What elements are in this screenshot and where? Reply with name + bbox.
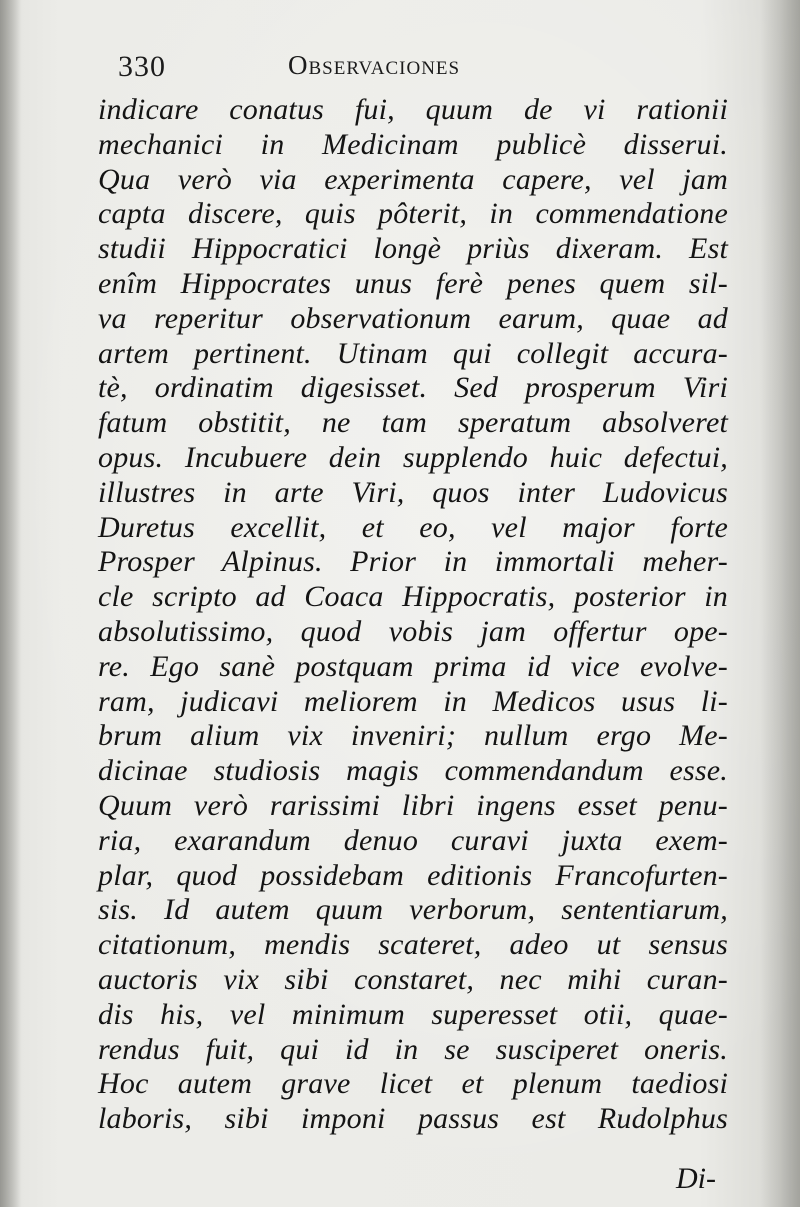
text-line: ria, exarandum denuo curavi juxta exem- [98, 823, 728, 857]
page-number: 330 [118, 50, 166, 83]
text-line: ram, judicavi meliorem in Medicos usus li- [98, 684, 728, 718]
text-line: tè, ordinatim digesisset. Sed prosperum Viri [98, 371, 728, 405]
text-line: fatum obstitit, ne tam speratum absolveret [98, 406, 728, 440]
page-shadow-left [0, 0, 22, 1207]
text-line: artem pertinent. Utinam qui collegit accura- [98, 336, 728, 370]
text-line: mechanici in Medicinam publicè disserui. [98, 127, 728, 161]
text-line: Prosper Alpinus. Prior in immortali meher- [98, 545, 728, 579]
text-line: brum alium vix inveniri; nullum ergo Me- [98, 719, 728, 753]
page-header [118, 48, 678, 88]
running-head: Observaciones [288, 50, 461, 80]
text-line: Qua verò via experimenta capere, vel jam [98, 162, 728, 196]
text-line: dis his, vel minimum superesset otii, quae- [98, 997, 728, 1031]
body-text [98, 93, 728, 1137]
text-line: opus. Incubuere dein supplendo huic defectui, [98, 440, 728, 474]
text-line: va reperitur observationum earum, quae ad [98, 301, 728, 335]
text-line: illustres in arte Viri, quos inter Ludovicus [98, 475, 728, 509]
text-line: enîm Hippocrates unus ferè penes quem sil- [98, 266, 728, 300]
text-line: cle scripto ad Coaca Hippocratis, posterior in [98, 580, 728, 614]
text-line: citationum, mendis scateret, adeo ut sensus [98, 928, 728, 962]
text-line: dicinae studiosis magis commendandum esse. [98, 754, 728, 788]
catchword: Di- [676, 1162, 716, 1195]
text-line: Quum verò rarissimi libri ingens esset penu- [98, 788, 728, 822]
text-line: plar, quod possidebam editionis Francofurten- [98, 858, 728, 892]
text-line: laboris, sibi imponi passus est Rudolphus [98, 1102, 728, 1136]
text-line: indicare conatus fui, quum de vi rationii [98, 93, 728, 126]
text-line: Duretus excellit, et eo, vel major forte [98, 510, 728, 544]
text-line: re. Ego sanè postquam prima id vice evolve- [98, 649, 728, 683]
text-line: Hoc autem grave licet et plenum taediosi [98, 1067, 728, 1101]
page-shadow-right [760, 0, 800, 1207]
text-line: studii Hippocratici longè priùs dixeram. Est [98, 232, 728, 266]
text-line: rendus fuit, qui id in se susciperet oneris. [98, 1032, 728, 1066]
text-line: auctoris vix sibi constaret, nec mihi curan- [98, 962, 728, 996]
text-line: capta discere, quis pôterit, in commendatione [98, 197, 728, 231]
text-line: sis. Id autem quum verborum, sententiarum, [98, 893, 728, 927]
text-line: absolutissimo, quod vobis jam offertur ope- [98, 614, 728, 648]
